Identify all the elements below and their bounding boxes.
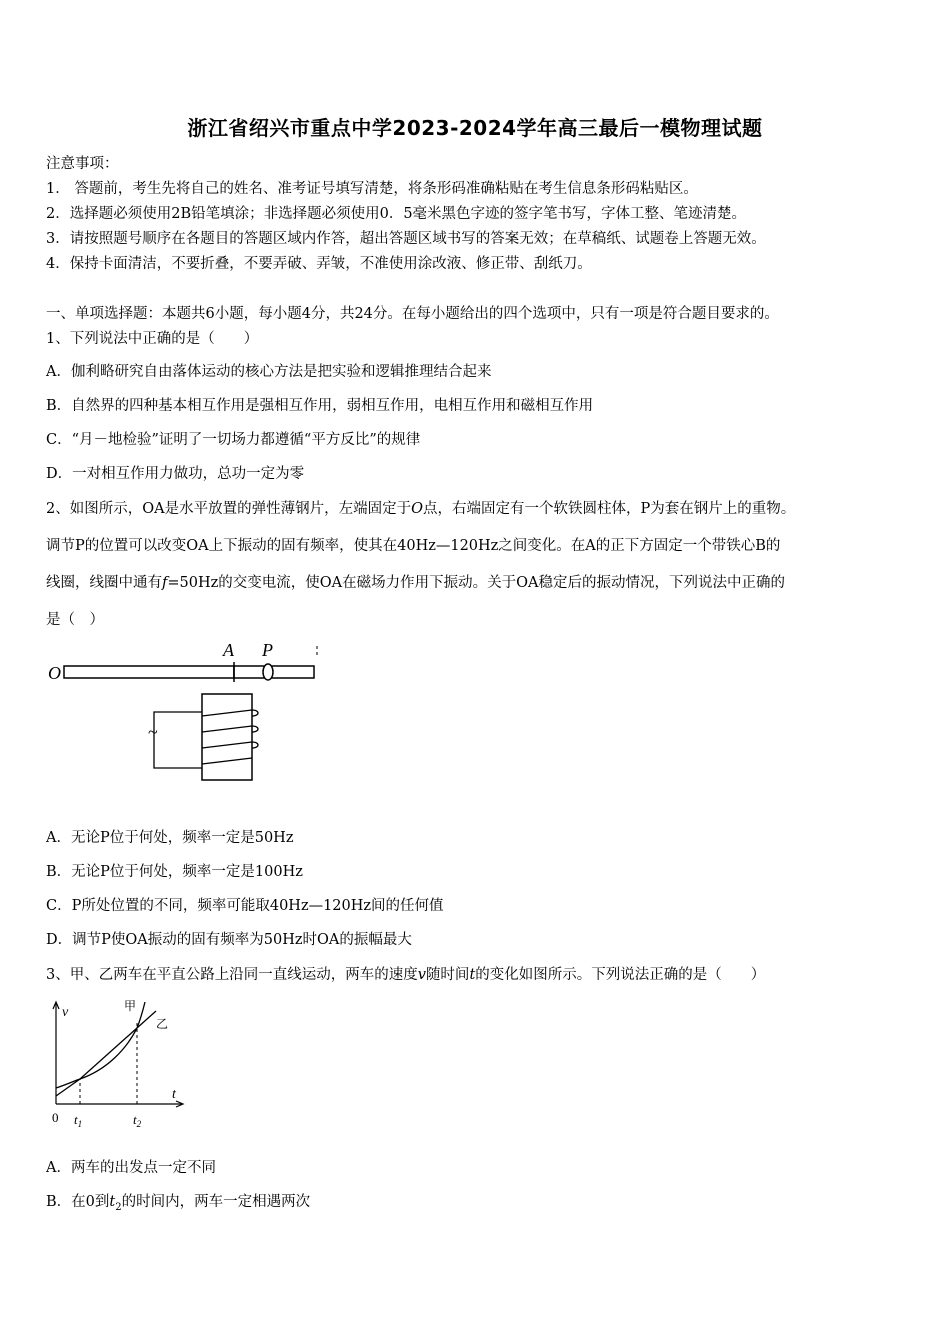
jia-label: 甲 [124, 999, 137, 1013]
q1-option-b: B．自然界的四种基本相互作用是强相互作用，弱相互作用，电相互作用和磁相互作用 [46, 398, 594, 414]
page-title: 浙江省绍兴市重点中学2023-2024学年高三最后一模物理试题 [187, 116, 763, 140]
q2-text: 点，右端固定有一个软铁圆柱体，P为套在钢片上的重物。 [422, 501, 796, 517]
q2-text: 线圈，线圈中通有 [46, 575, 162, 591]
q2-symbol-o: O [411, 501, 423, 517]
steel-strip [64, 666, 234, 678]
q1-stem: 1、下列说法中正确的是（ ） [46, 331, 259, 347]
t1-label [74, 1112, 82, 1129]
q3-subscript: 2 [115, 1201, 122, 1213]
t1-subscript: 1 [77, 1119, 83, 1129]
q3-text: 的时间内，两车一定相遇两次 [121, 1194, 311, 1210]
q1-option-a: A．伽利略研究自由落体运动的核心方法是把实验和逻辑推理结合起来 [46, 364, 492, 380]
iron-core-b [202, 694, 252, 780]
notice-heading: 注意事项： [46, 156, 119, 172]
q3-option-b [46, 1190, 310, 1213]
q2-option-d: D．调节P使OA振动的固有频率为50Hz时OA的振幅最大 [46, 932, 412, 948]
t2-label [133, 1112, 142, 1129]
q3-text: 随时间 [425, 967, 470, 983]
q1-option-c: C．“月－地检验”证明了一切场力都遵循“平方反比”的规律 [46, 432, 421, 448]
v-axis-label: v [62, 1005, 69, 1020]
coil-loops [252, 710, 258, 748]
notice-item: 1． 答题前，考生先将自己的姓名、准考证号填写清楚，将条形码准确粘贴在考生信息条形码粘贴区。 [46, 181, 698, 197]
q3-symbol-v: v [417, 967, 426, 983]
q3-option-a: A．两车的出发点一定不同 [46, 1160, 216, 1176]
notice-item: 2．选择题必须使用2B铅笔填涂；非选择题必须使用0．5毫米黑色字迹的签字笔书写，字体工整、笔迹清楚。 [46, 206, 747, 222]
curve-jia [56, 1002, 145, 1088]
q2-text: =50Hz的交变电流，使OA在磁场力作用下振动。关于OA稳定后的振动情况，下列说法中正确的 [167, 575, 785, 591]
q3-text: 的变化如图所示。下列说法正确的是（ ） [475, 967, 766, 983]
section-heading: 一、单项选择题：本题共6小题，每小题4分，共24分。在每小题给出的四个选项中，只有一项是符合题目要求的。 [46, 306, 779, 322]
yi-label: 乙 [156, 1017, 169, 1031]
q3-vt-graph [44, 998, 194, 1130]
ac-source-symbol: ~ [148, 722, 158, 742]
q2-option-a: A．无论P位于何处，频率一定是50Hz [46, 830, 294, 846]
q3-text: B．在0到 [46, 1194, 110, 1210]
q2-stem-line3 [46, 571, 785, 592]
q3-text: 3、甲、乙两车在平直公路上沿同一直线运动，两车的速度 [46, 967, 418, 983]
q3-symbol-t: t [109, 1194, 116, 1210]
weight-p [263, 664, 273, 680]
iron-cylinder [234, 666, 314, 678]
q2-option-b: B．无论P位于何处，频率一定是100Hz [46, 864, 303, 880]
label-p: P [262, 640, 273, 660]
q2-option-c: C．P所处位置的不同，频率可能取40Hz—120Hz间的任何值 [46, 898, 444, 914]
q3-stem [46, 963, 765, 984]
q1-option-d: D．一对相互作用力做功，总功一定为零 [46, 466, 305, 482]
q2-stem-line2: 调节P的位置可以改变OA上下振动的固有频率，使其在40Hz—120Hz之间变化。在A的正下方固定一个带铁心B的 [46, 538, 781, 554]
t-axis-label: t [172, 1087, 176, 1102]
t1-symbol: t [74, 1112, 78, 1127]
q2-text: 2、如图所示，OA是水平放置的弹性薄钢片，左端固定于 [46, 501, 412, 517]
q2-diagram [40, 636, 330, 796]
q2-stem-line4: 是（ ） [46, 612, 104, 628]
label-o: O [48, 663, 61, 683]
curve-yi [56, 1011, 156, 1096]
t2-symbol: t [133, 1112, 137, 1127]
origin-label: 0 [52, 1110, 59, 1125]
coil-wires [154, 712, 202, 768]
q2-stem-line1 [46, 497, 795, 518]
t2-subscript: 2 [136, 1119, 142, 1129]
label-a: A [223, 640, 234, 660]
notice-item: 3．请按照题号顺序在各题目的答题区域内作答，超出答题区域书写的答案无效；在草稿纸、试题卷上答题无效。 [46, 231, 766, 247]
q2-symbol-f: f [162, 575, 168, 591]
notice-item: 4．保持卡面清洁，不要折叠，不要弄破、弄皱，不准使用涂改液、修正带、刮纸刀。 [46, 256, 592, 272]
q3-symbol-t: t [469, 967, 476, 983]
